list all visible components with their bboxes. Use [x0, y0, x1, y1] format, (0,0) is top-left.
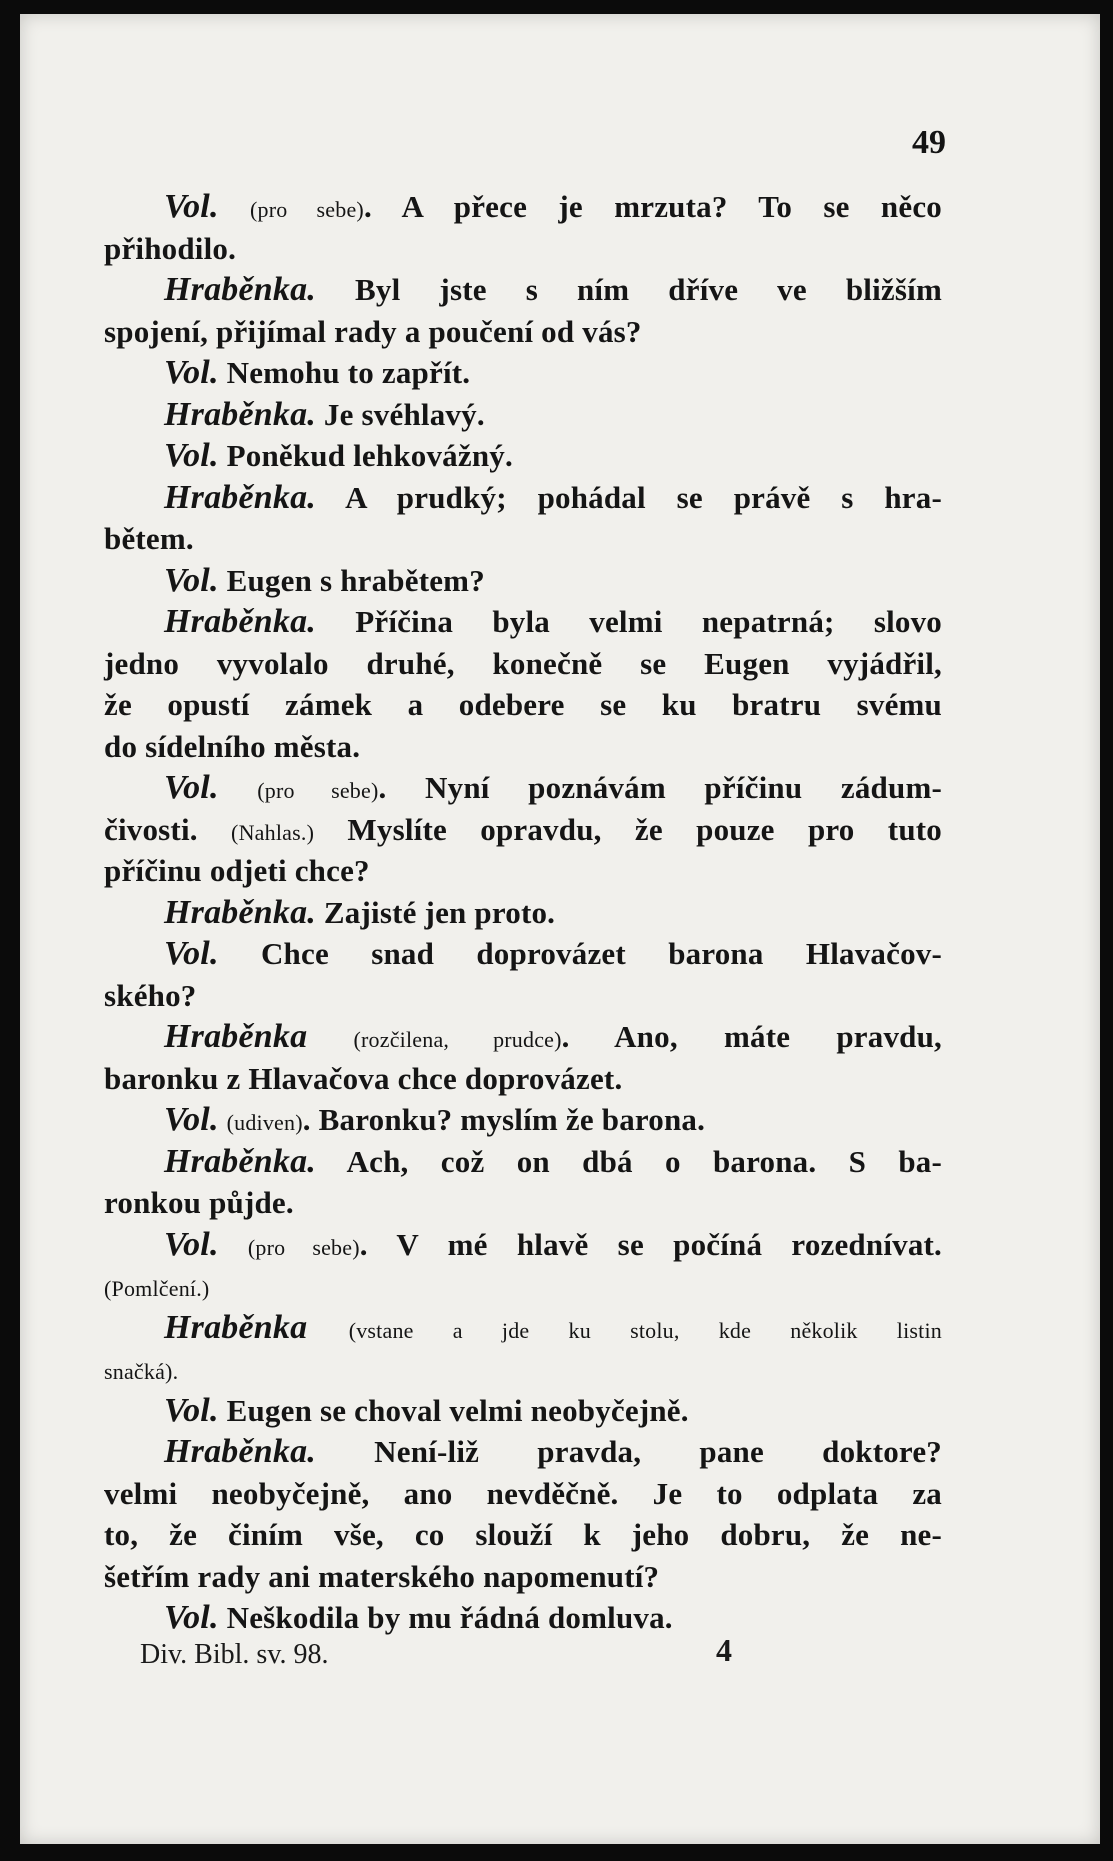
- text-line: [104, 1058, 942, 1100]
- speaker-name: Vol.: [164, 1391, 219, 1429]
- speaker-name: Vol.: [164, 1101, 219, 1138]
- text-line: [104, 1556, 942, 1598]
- text-line: [104, 1473, 942, 1515]
- stage-direction: (udiven): [226, 1110, 303, 1135]
- stage-direction: (pro sebe): [250, 197, 364, 222]
- line-text: Eugen se choval velmi neobyčejně.: [218, 1392, 689, 1428]
- text-line: [104, 477, 942, 519]
- line-text: Není-liž pravda, pane doktore?: [315, 1434, 942, 1469]
- line-text: [219, 1102, 227, 1137]
- line-text: Nemohu to zapřít.: [218, 355, 471, 390]
- text-line: [104, 767, 942, 809]
- line-text: [219, 770, 258, 805]
- line-text: [219, 189, 250, 224]
- line-text: do sídelního města.: [104, 728, 361, 764]
- line-text: bětem.: [104, 521, 194, 556]
- line-text: příčinu odjeti chce?: [104, 853, 370, 888]
- text-line: [104, 394, 942, 436]
- speaker-name: Hraběnka.: [164, 603, 316, 640]
- text-line: [104, 311, 942, 353]
- speaker-name: Hraběnka: [164, 1018, 308, 1055]
- speaker-name: Vol.: [164, 769, 219, 806]
- text-line: [104, 684, 942, 726]
- text-line: [104, 1348, 942, 1390]
- text-line: [104, 850, 942, 892]
- text-line: [104, 435, 942, 477]
- speaker-name: Hraběnka.: [164, 395, 316, 433]
- text-line: [104, 1265, 942, 1307]
- text-line: [104, 1099, 942, 1141]
- stage-direction: (rozčilena, prudce): [353, 1027, 562, 1052]
- line-text: . Nyní poznávám příčinu zádum-: [378, 770, 942, 805]
- text-line: [104, 1307, 942, 1349]
- speaker-name: Vol.: [164, 437, 219, 474]
- line-text: Myslíte opravdu, že pouze pro tuto: [314, 811, 942, 847]
- line-text: Je svéhlavý.: [315, 396, 485, 432]
- footer-sheet-number: 4: [716, 1632, 732, 1668]
- text-line: [104, 352, 942, 394]
- text-line: [104, 1141, 942, 1183]
- text-line: [104, 809, 942, 851]
- text-line: [104, 269, 942, 311]
- line-text: Příčina byla velmi nepatrná; slovo: [315, 604, 942, 639]
- text-line: [104, 1016, 942, 1058]
- line-text: baronku z Hlavačova chce doprovázet.: [104, 1060, 623, 1096]
- line-text: Neškodila by mu řádná domluva.: [218, 1600, 673, 1635]
- stage-direction: (Nahlas.): [231, 819, 315, 845]
- stage-direction: (vstane a jde ku stolu, kde několik listin: [348, 1317, 942, 1343]
- speaker-name: Vol.: [164, 354, 219, 391]
- line-text: A prudký; pohádal se právě s hra-: [315, 479, 942, 515]
- speaker-name: Vol.: [164, 935, 219, 972]
- line-text: že opustí zámek a odebere se ku bratru svému: [104, 687, 942, 722]
- line-text: Ach, což on dbá o barona. S ba-: [315, 1143, 942, 1179]
- text-line: [104, 975, 942, 1017]
- line-text: [307, 1310, 348, 1345]
- line-text: [307, 1019, 353, 1054]
- speaker-name: Hraběnka: [164, 1308, 308, 1346]
- line-text: . Ano, máte pravdu,: [561, 1019, 943, 1054]
- line-text: Chce snad doprovázet barona Hlavačov-: [218, 936, 942, 971]
- line-text: přihodilo.: [104, 230, 237, 266]
- line-text: ského?: [104, 977, 197, 1013]
- line-text: Poněkud lehkovážný.: [218, 438, 513, 473]
- line-text: velmi neobyčejně, ano nevděčně. Je to odplata za: [104, 1475, 942, 1511]
- line-text: . V mé hlavě se počíná rozednívat.: [359, 1226, 943, 1262]
- line-text: šetřím rady ani materského napomenutí?: [104, 1558, 660, 1594]
- stage-direction: (pro sebe): [257, 778, 379, 803]
- line-text: [219, 1227, 248, 1262]
- text-line: [104, 1182, 942, 1224]
- stage-direction: (pro sebe): [247, 1234, 360, 1260]
- text-line: [104, 1514, 942, 1556]
- line-text: Eugen s hrabětem?: [218, 562, 485, 598]
- line-text: . A přece je mrzuta? To se něco: [363, 189, 942, 224]
- page-number: 49: [912, 124, 946, 161]
- text-line: [104, 186, 942, 228]
- line-text: Byl jste s ním dříve ve bližším: [315, 272, 942, 307]
- stage-direction: snačká).: [104, 1359, 179, 1384]
- text-line: [104, 518, 942, 560]
- line-text: jedno vyvolalo druhé, konečně se Eugen vyjádřil,: [104, 645, 942, 681]
- speaker-name: Hraběnka.: [164, 1433, 316, 1470]
- book-page: [20, 14, 1100, 1844]
- speaker-name: Hraběnka.: [164, 271, 316, 308]
- speaker-name: Vol.: [164, 1225, 219, 1263]
- line-text: ronkou půjde.: [104, 1185, 294, 1220]
- speaker-name: Vol.: [164, 1599, 219, 1636]
- line-text: čivosti.: [104, 811, 232, 847]
- speaker-name: Hraběnka.: [164, 1142, 316, 1180]
- text-line: [104, 726, 942, 768]
- line-text: . Baronku? myslím že barona.: [302, 1102, 706, 1137]
- text-line: [104, 601, 942, 643]
- text-line: [104, 643, 942, 685]
- dialogue-text: [104, 186, 942, 1639]
- text-line: [104, 228, 942, 270]
- text-line: [104, 892, 942, 934]
- text-line: [104, 560, 942, 602]
- text-line: [104, 1390, 942, 1432]
- speaker-name: Hraběnka.: [164, 893, 316, 931]
- footer-signature: Div. Bibl. sv. 98.: [140, 1639, 329, 1670]
- text-line: [104, 1224, 942, 1266]
- speaker-name: Vol.: [164, 188, 219, 225]
- speaker-name: Hraběnka.: [164, 478, 316, 516]
- text-line: [104, 933, 942, 975]
- line-text: spojení, přijímal rady a poučení od vás?: [104, 313, 642, 349]
- text-line: [104, 1597, 942, 1639]
- speaker-name: Vol.: [164, 561, 219, 599]
- line-text: to, že činím vše, co slouží k jeho dobru, že ne-: [104, 1517, 942, 1552]
- stage-direction: (Pomlčení.): [104, 1276, 210, 1301]
- text-line: [104, 1431, 942, 1473]
- line-text: Zajisté jen proto.: [315, 894, 556, 930]
